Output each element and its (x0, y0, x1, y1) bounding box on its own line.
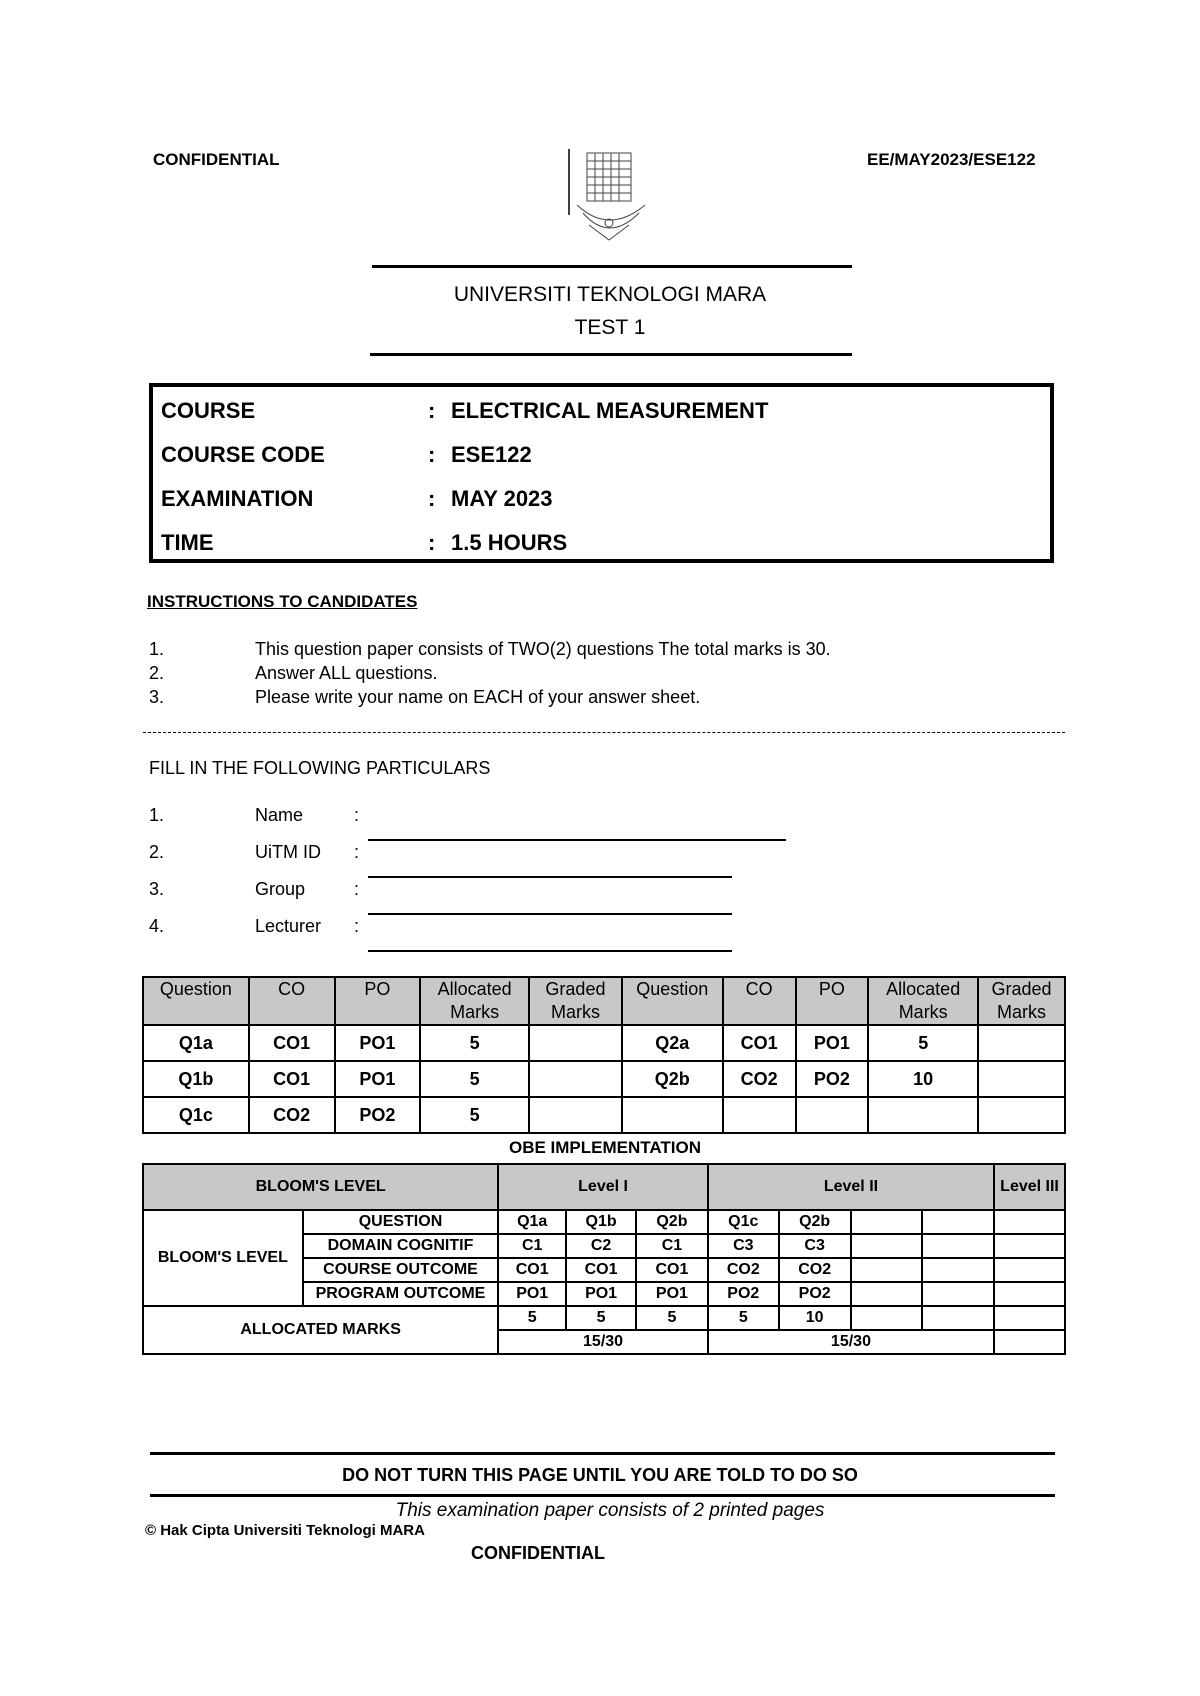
header-cell: Question (622, 977, 723, 1025)
obe-cell: CO1 (498, 1258, 566, 1282)
obe-cell: 5 (498, 1306, 566, 1330)
obe-cell-empty (851, 1258, 923, 1282)
obe-total-level1: 15/30 (498, 1330, 708, 1354)
course-info-box (149, 383, 1054, 563)
table-cell: 5 (420, 1097, 529, 1133)
obe-cell: 10 (779, 1306, 851, 1330)
course-code-value: ESE122 (451, 442, 532, 467)
table-cell (868, 1097, 978, 1133)
particulars-heading: FILL IN THE FOLLOWING PARTICULARS (149, 758, 491, 778)
obe-title: OBE IMPLEMENTATION (508, 1138, 702, 1157)
obe-cell: CO1 (566, 1258, 636, 1282)
title-bottom-rule (370, 353, 852, 356)
instruction-num-3: 3. (149, 687, 165, 707)
graded-marks-cell[interactable] (978, 1025, 1065, 1061)
obe-cell-empty (994, 1258, 1065, 1282)
time-value: 1.5 HOURS (451, 530, 568, 555)
obe-cell: CO2 (779, 1258, 851, 1282)
marks-table (142, 976, 1066, 1134)
footer-warning: DO NOT TURN THIS PAGE UNTIL YOU ARE TOLD TO DO SO (342, 1465, 858, 1485)
obe-cell-empty (922, 1210, 994, 1234)
title-top-rule (372, 265, 852, 268)
table-row (143, 1061, 1065, 1097)
obe-cell: CO1 (636, 1258, 708, 1282)
obe-allocated-label: ALLOCATED MARKS (143, 1306, 498, 1354)
header-cell: Allocated Marks (868, 977, 978, 1025)
obe-cell: 5 (636, 1306, 708, 1330)
section-divider (143, 732, 1065, 733)
table-row (143, 1097, 1065, 1133)
header-cell: CO (723, 977, 796, 1025)
footer-copyright: © Hak Cipta Universiti Teknologi MARA (145, 1522, 425, 1539)
table-cell: Q2a (622, 1025, 723, 1061)
particular-label-lecturer: Lecturer (255, 916, 322, 936)
obe-cell-empty (994, 1234, 1065, 1258)
table-cell: Q1c (143, 1097, 249, 1133)
footer-top-rule (150, 1452, 1055, 1455)
examination-label: EXAMINATION (161, 486, 314, 511)
graded-marks-cell[interactable] (978, 1061, 1065, 1097)
particular-label-group: Group (255, 879, 306, 899)
obe-cell: PO2 (708, 1282, 779, 1306)
header-cell: PO (335, 977, 421, 1025)
graded-marks-cell[interactable] (978, 1097, 1065, 1133)
examination-colon: : (428, 486, 436, 511)
obe-cell-empty (922, 1306, 994, 1330)
obe-cell: PO1 (636, 1282, 708, 1306)
instruction-num-2: 2. (149, 663, 165, 683)
particular-label-uitm-id: UiTM ID (255, 842, 321, 862)
obe-blooms-level-header: BLOOM'S LEVEL (143, 1164, 498, 1210)
obe-row-label: DOMAIN COGNITIF (303, 1234, 499, 1258)
obe-cell: Q1c (708, 1210, 779, 1234)
obe-cell: C1 (636, 1234, 708, 1258)
table-cell: PO1 (335, 1061, 421, 1097)
obe-cell-empty (994, 1306, 1065, 1330)
obe-row-label: QUESTION (303, 1210, 499, 1234)
particular-num-4: 4. (149, 916, 165, 936)
obe-cell: C3 (708, 1234, 779, 1258)
obe-cell: 5 (708, 1306, 779, 1330)
obe-row-question (143, 1210, 1065, 1234)
obe-cell-empty (851, 1234, 923, 1258)
table-cell (796, 1097, 869, 1133)
table-cell: Q2b (622, 1061, 723, 1097)
time-colon: : (428, 530, 436, 555)
table-cell (723, 1097, 796, 1133)
group-input-line[interactable] (368, 913, 732, 915)
footer-pages: This examination paper consists of 2 printed pages (395, 1500, 825, 1521)
obe-cell: PO2 (779, 1282, 851, 1306)
obe-cell-empty (994, 1210, 1065, 1234)
obe-blooms-level-label: BLOOM'S LEVEL (143, 1210, 303, 1306)
table-cell: 5 (868, 1025, 978, 1061)
course-code-label: COURSE CODE (161, 442, 325, 467)
name-input-line[interactable] (368, 839, 786, 841)
particular-colon-4: : (354, 916, 360, 936)
obe-cell: Q1a (498, 1210, 566, 1234)
table-cell: CO1 (249, 1061, 335, 1097)
footer-confidential: CONFIDENTIAL (471, 1543, 605, 1563)
table-row (143, 1025, 1065, 1061)
table-cell: PO1 (335, 1025, 421, 1061)
obe-level2-header: Level II (708, 1164, 994, 1210)
particular-num-3: 3. (149, 879, 165, 899)
obe-cell-empty (994, 1330, 1065, 1354)
table-cell: CO1 (249, 1025, 335, 1061)
instruction-num-1: 1. (149, 639, 165, 659)
course-label: COURSE (161, 398, 256, 423)
university-name: UNIVERSITI TEKNOLOGI MARA (453, 283, 767, 306)
obe-cell: PO1 (566, 1282, 636, 1306)
marks-table-header (143, 977, 1065, 1025)
particular-label-name: Name (255, 805, 304, 825)
table-cell: CO2 (723, 1061, 796, 1097)
obe-cell-empty (922, 1234, 994, 1258)
obe-cell-empty (922, 1258, 994, 1282)
obe-cell: PO1 (498, 1282, 566, 1306)
obe-cell: Q2b (779, 1210, 851, 1234)
header-cell: Allocated Marks (420, 977, 529, 1025)
table-cell: Q1a (143, 1025, 249, 1061)
table-cell: CO1 (723, 1025, 796, 1061)
course-code-colon: : (428, 442, 436, 467)
obe-level3-header: Level III (994, 1164, 1065, 1210)
instruction-text-2: Answer ALL questions. (255, 663, 438, 683)
particular-num-1: 1. (149, 805, 165, 825)
table-cell: 5 (420, 1061, 529, 1097)
particular-num-2: 2. (149, 842, 165, 862)
obe-cell-empty (851, 1282, 923, 1306)
uitm-id-input-line[interactable] (368, 876, 732, 878)
table-cell: PO2 (796, 1061, 869, 1097)
obe-row-label: PROGRAM OUTCOME (303, 1282, 499, 1306)
instruction-text-1: This question paper consists of TWO(2) questions The total marks is 30. (255, 639, 831, 659)
obe-row-allocated (143, 1306, 1065, 1330)
header-cell: CO (249, 977, 335, 1025)
graded-marks-cell[interactable] (529, 1061, 622, 1097)
obe-cell-empty (922, 1282, 994, 1306)
footer-bottom-rule (150, 1494, 1055, 1497)
test-title: TEST 1 (574, 316, 646, 339)
obe-cell: C2 (566, 1234, 636, 1258)
obe-cell: Q1b (566, 1210, 636, 1234)
instructions-heading: INSTRUCTIONS TO CANDIDATES (147, 592, 418, 611)
obe-cell: C1 (498, 1234, 566, 1258)
obe-table (142, 1163, 1066, 1355)
table-cell: PO2 (335, 1097, 421, 1133)
obe-cell-empty (851, 1210, 923, 1234)
obe-cell: 5 (566, 1306, 636, 1330)
obe-total-level2: 15/30 (708, 1330, 994, 1354)
header-paper-code: EE/MAY2023/ESE122 (867, 150, 1036, 169)
table-cell: 10 (868, 1061, 978, 1097)
obe-cell: CO2 (708, 1258, 779, 1282)
table-cell: PO1 (796, 1025, 869, 1061)
table-cell (622, 1097, 723, 1133)
obe-cell-empty (994, 1282, 1065, 1306)
header-confidential: CONFIDENTIAL (153, 150, 280, 169)
table-cell: CO2 (249, 1097, 335, 1133)
instruction-text-3: Please write your name on EACH of your answer sheet. (255, 687, 701, 707)
course-value: ELECTRICAL MEASUREMENT (451, 398, 769, 423)
examination-value: MAY 2023 (451, 486, 553, 511)
obe-level1-header: Level I (498, 1164, 708, 1210)
obe-header-row (143, 1164, 1065, 1210)
particular-colon-2: : (354, 842, 360, 862)
table-cell: Q1b (143, 1061, 249, 1097)
table-cell: 5 (420, 1025, 529, 1061)
course-colon: : (428, 398, 436, 423)
university-logo (567, 145, 657, 250)
obe-cell: C3 (779, 1234, 851, 1258)
graded-marks-cell[interactable] (529, 1097, 622, 1133)
time-label: TIME (161, 530, 214, 555)
lecturer-input-line[interactable] (368, 950, 732, 952)
obe-cell-empty (851, 1306, 923, 1330)
particular-colon-1: : (354, 805, 360, 825)
particular-colon-3: : (354, 879, 360, 899)
header-cell: Graded Marks (529, 977, 622, 1025)
header-cell: Graded Marks (978, 977, 1065, 1025)
header-cell: Question (143, 977, 249, 1025)
obe-row-label: COURSE OUTCOME (303, 1258, 499, 1282)
graded-marks-cell[interactable] (529, 1025, 622, 1061)
obe-cell: Q2b (636, 1210, 708, 1234)
header-cell: PO (796, 977, 869, 1025)
